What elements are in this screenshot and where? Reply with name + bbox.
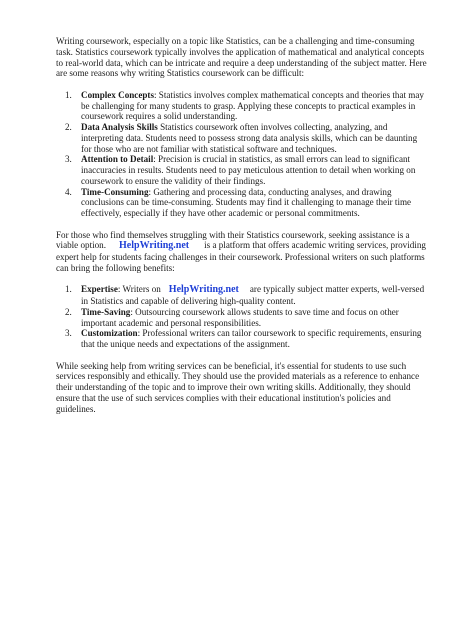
list-number: 1. — [65, 284, 72, 295]
list-item-text: : Outsourcing coursework allows students to save time and focus on other important academic and personal responsibilities. — [81, 306, 399, 328]
list-item-text: Statistics involves complex mathematical concepts and theories that may be challenging for many students to grasp. Applying these concepts to practical examples in coursework requires a solid understanding. — [81, 89, 424, 122]
list-item: 1. Expertise: Writers on HelpWriting.net are typically subject matter experts, well-versed in Statistics and capable of delivering high-quality content. — [65, 284, 425, 306]
reasons-list — [56, 90, 428, 219]
list-number: 3. — [65, 154, 72, 165]
list-item-title: Expertise — [81, 284, 118, 295]
list-item-title: Time-Saving — [81, 306, 131, 317]
list-item-title: Data Analysis Skills — [81, 122, 158, 132]
list-item-title: Complex Concepts — [81, 89, 154, 100]
intro-paragraph: Writing coursework, especially on a topic like Statistics, can be a challenging and time-consuming task. Statistics coursework typically involves the application of mathematical and analytical concepts to real-world data, which can be intricate and require a deep understanding of the subject matter. Here are some reasons why writing Statistics coursework can be difficult: — [56, 36, 427, 79]
list-item-text: : Professional writers can tailor coursework to specific requirements, ensuring that the unique needs and expectations of the assignment. — [81, 328, 422, 349]
list-item: 1. Complex Concepts: Statistics involves complex mathematical concepts and theories that may be challenging for many students to grasp. Applying these concepts to practical examples in coursework requires a solid understanding. — [65, 89, 424, 122]
list-number: 3. — [65, 328, 72, 339]
list-number: 2. — [65, 306, 72, 317]
list-item-text: Statistics coursework often involves collecting, analyzing, and interpreting data. Students need to possess strong data analysis skills, which can be daunting for those who are not familiar with statistical software and techniques. — [81, 122, 418, 154]
list-item: 4. Time-Consuming: Gathering and processing data, conducting analyses, and drawing conclusions can be time-consuming. Students may find it challenging to manage their time effectively, especially if they have other academic or personal commitments. — [65, 186, 412, 218]
list-item-title: Customization — [81, 328, 138, 339]
closing-paragraph: While seeking help from writing services can be beneficial, it's essential for students to use such services responsibly and ethically. They should use the provided materials as a reference to enhance their understanding of the topic and to improve their own writing skills. Additionally, they should ensure that the use of such services complies with their educational institution's policies and guidelines. — [56, 360, 420, 414]
list-item — [56, 328, 428, 350]
list-item — [56, 307, 428, 329]
helpwriting-link[interactable]: HelpWriting.net — [168, 284, 239, 296]
list-item: 3. Attention to Detail: Precision is crucial in statistics, as small errors can lead to significant inaccuracies in results. Students need to pay meticulous attention to detail when working on coursework to ensure the validity of their findings. — [65, 154, 416, 186]
list-item-text: Gathering and processing data, conducting analyses, and drawing conclusions can be time-consuming. Students may find it challenging to manage their time effectively, especially if they have other academic or personal commitments. — [81, 186, 412, 218]
benefits-list — [56, 284, 428, 350]
helpwriting-link[interactable]: HelpWriting.net — [119, 240, 190, 252]
list-number: 1. — [65, 89, 72, 100]
document-page — [56, 36, 428, 414]
list-item-text: Precision is crucial in statistics, as small errors can lead to significant inaccuracies in results. Students need to pay meticulous attention to detail when working on coursework to ensure the validity of their findings. — [81, 154, 416, 186]
list-item-title: Time-Consuming — [81, 186, 149, 197]
list-number: 4. — [65, 186, 72, 197]
list-number: 2. — [65, 122, 72, 132]
help-paragraph: For those who find themselves struggling with their Statistics coursework, seeking assistance is a viable option. HelpWriting.net is a platform that offers academic writing services, providing expert help for students facing challenges in their coursework. Professional writers on such platforms can bring the following benefits: — [56, 229, 426, 273]
list-item — [56, 122, 428, 154]
list-item-title: Attention to Detail — [81, 154, 154, 165]
